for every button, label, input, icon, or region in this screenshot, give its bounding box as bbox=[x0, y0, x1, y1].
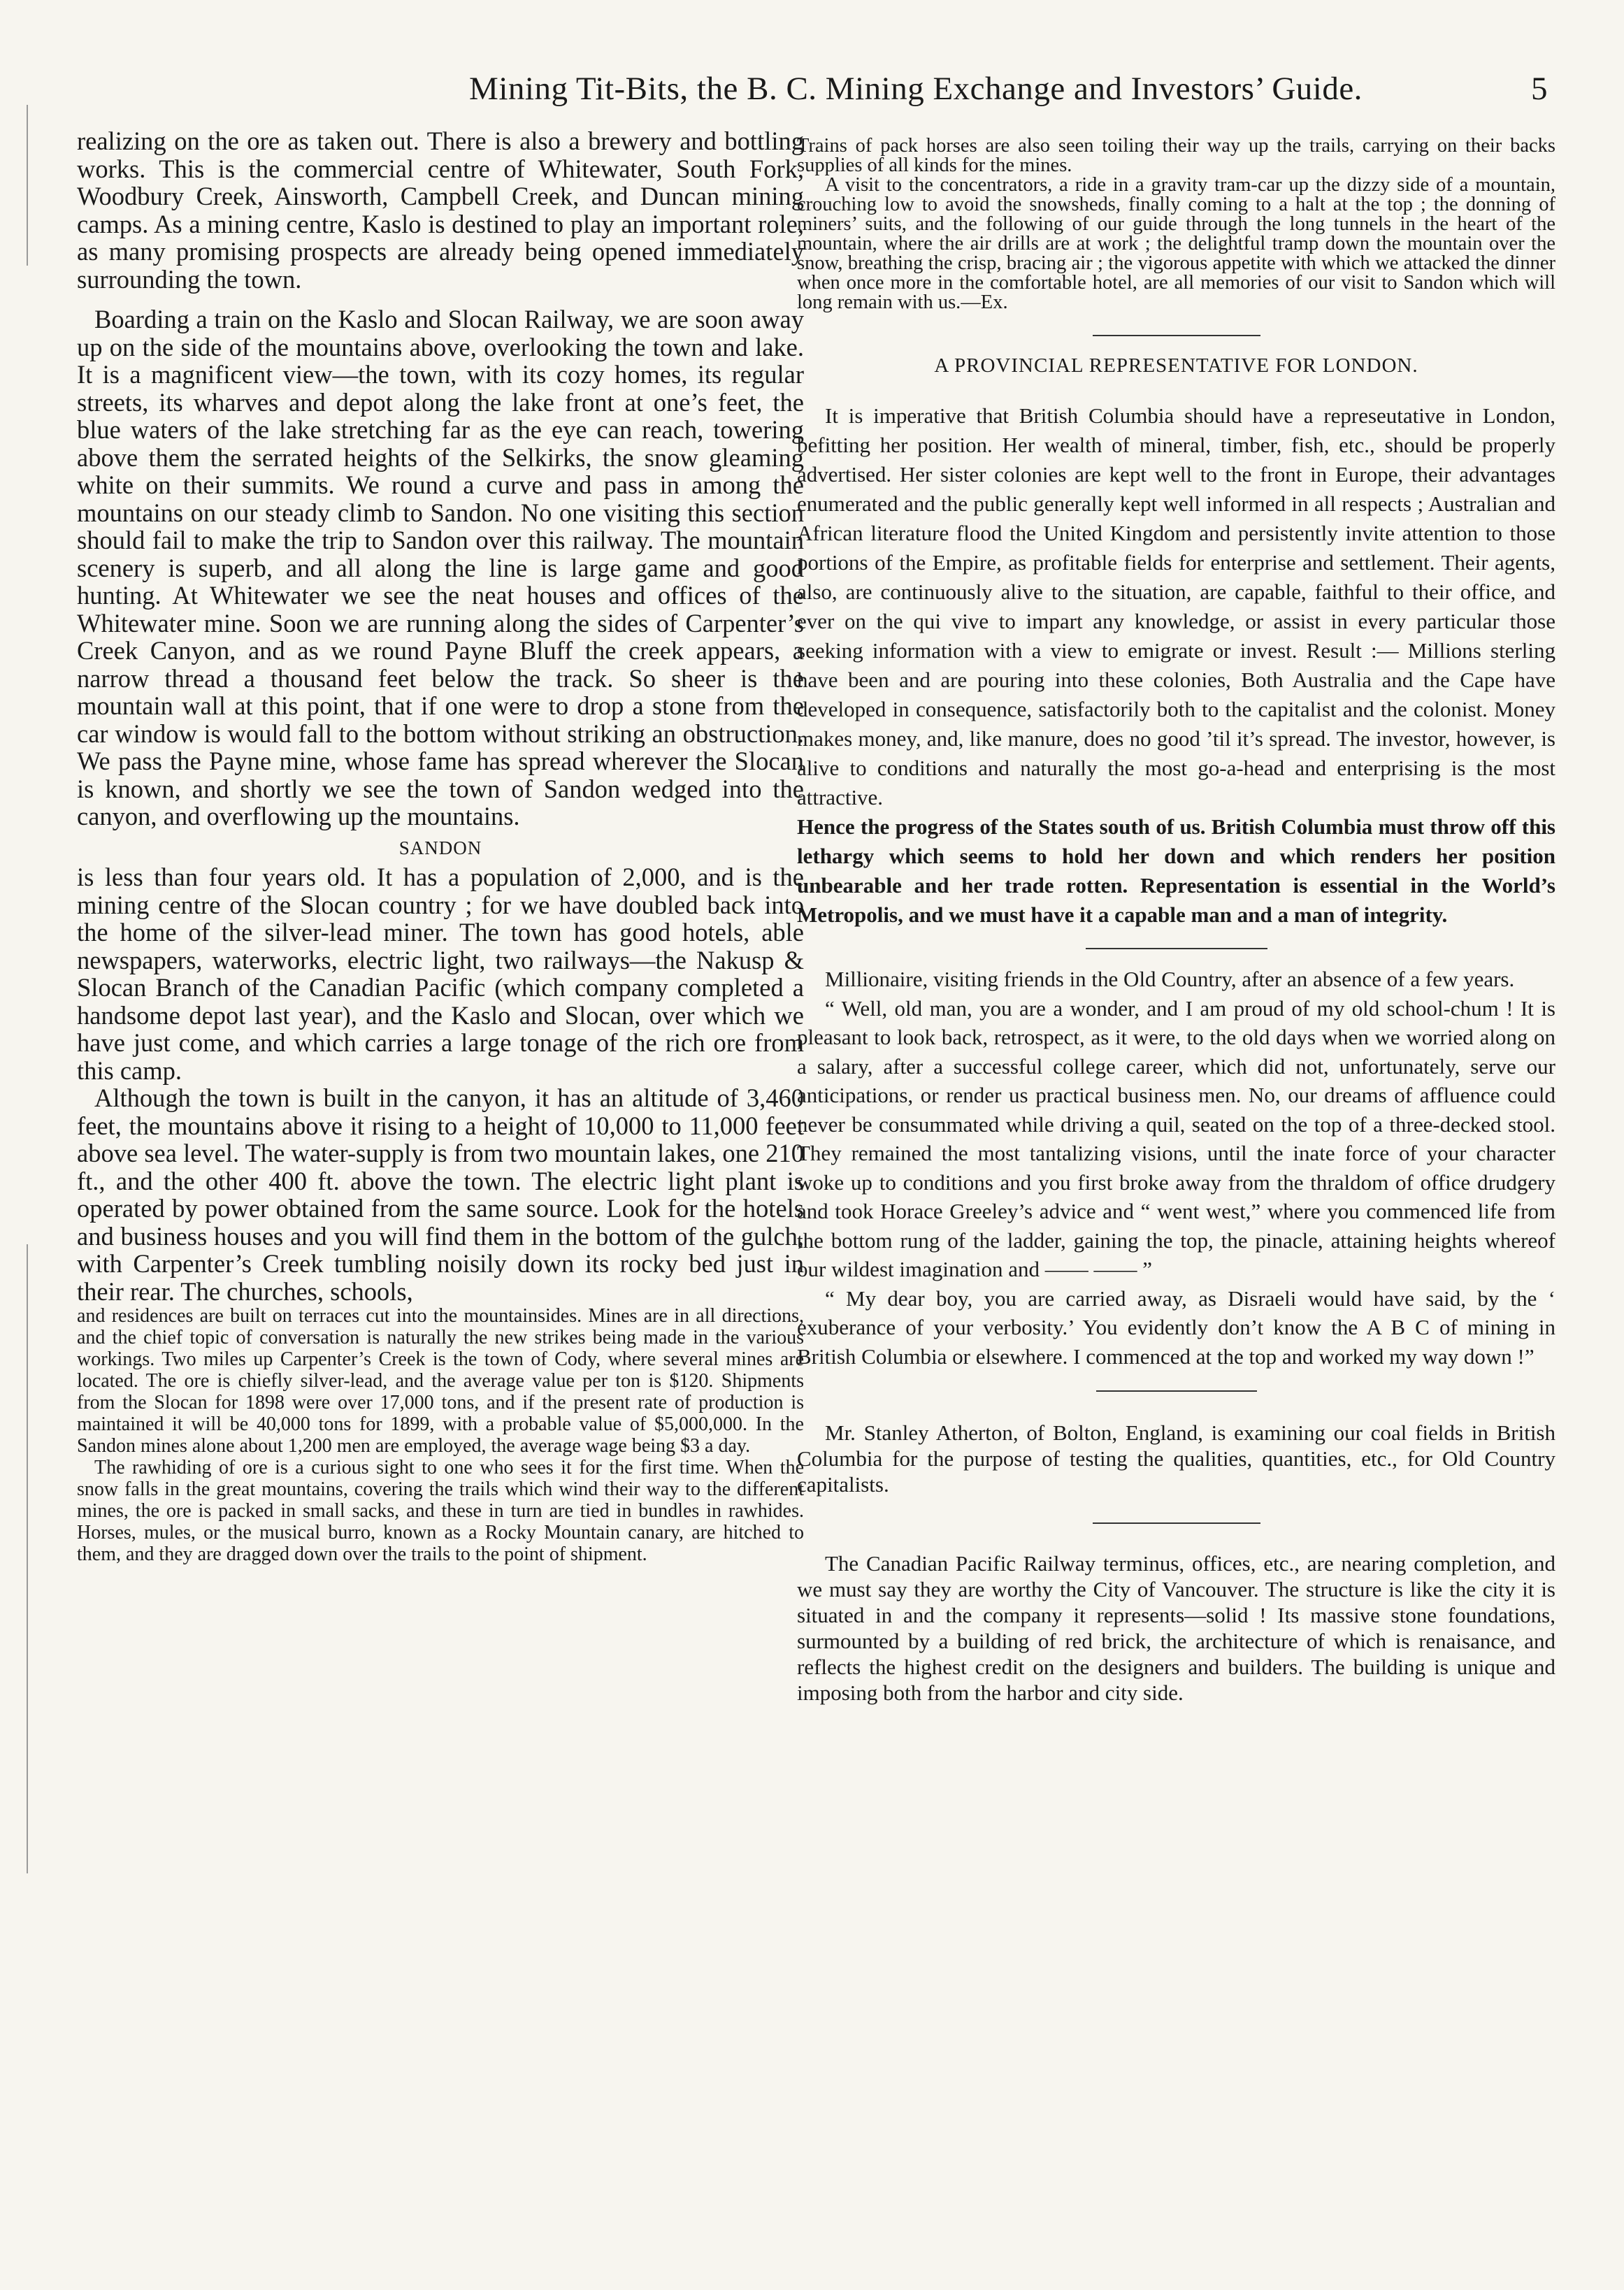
article-paragraph: “ My dear boy, you are carried away, as Disraeli would have said, by the ‘ exuberance of your verbosity.’ You evidently don’t know the A B C of mining in British Columbia or elsewhere. I commenced at the top and worked my way down !” bbox=[797, 1286, 1555, 1369]
article-paragraph: It is imperative that British Columbia should have a represeutative in London, befitting her position. Her wealth of mineral, timber, fish, etc., should be properly advertised. Her sister colonies are kept well to the front in Europe, their advantages enumerated and the public generally kept well informed in all respects ; Australian and African literature flood the United Kingdom and persistently invite attention to those portions of the Empire, as profitable fields for enterprise and settlement. Their agents, also, are continuously alive to the situation, are capable, faithful to their office, and ever on the qui vive to impart any knowledge, or assist in every particular those seeking information with a view to emigrate or invest. Result :— Millions sterling have been and are pouring into these colonies, Both Australia and the Cape have developed in consequence, satisfactorily both to the capitalist and the colonist. Money makes money, and, like manure, does no good ’til it’s spread. The investor, however, is alive to conditions and naturally the most go-a-head and enterprising is the most attractive. bbox=[797, 403, 1555, 809]
article-paragraph: Millionaire, visiting friends in the Old Country, after an absence of a few years. bbox=[825, 967, 1515, 991]
article-paragraph: A visit to the concentrators, a ride in a gravity tram-car up the dizzy side of a mountain, crouching low to avoid the snowsheds, finally coming to a halt at the top ; the donning of miners’ suits, and the following of our guide through the long tunnels in the heart of the mountain, where the air drills are at work ; the delightful tramp down the mountain over the snow, breathing the crisp, bracing air ; the vigorous appetite with which we attacked the dinner when once more in the comfortable hotel, are all memories of our visit to Sandon which will long remain with us.—Ex. bbox=[797, 174, 1555, 313]
margin-rule bbox=[27, 1244, 28, 1873]
divider bbox=[1086, 948, 1267, 949]
article-paragraph: realizing on the ore as taken out. There is also a brewery and bottling works. This is the commercial centre of Whitewater, South Fork, Woodbury Creek, Ainsworth, Campbell Creek, and Duncan mining camps. As a mining centre, Kaslo is destined to play an important role, as many promising prospects are already being opened immediately surrounding the town. bbox=[77, 127, 804, 294]
section-heading-sandon: SANDON bbox=[398, 837, 482, 858]
divider bbox=[1093, 335, 1260, 336]
article-paragraph-bold: Hence the progress of the States south of us. British Columbia must throw off this lethargy which seems to hold her down and which renders her position unbearable and her trade rotten. Representation is essential in the World’s Metropolis, and we must have it a capable man and a man of integrity. bbox=[797, 814, 1555, 927]
article-paragraph: Although the town is built in the canyon, it has an altitude of 3,460 feet, the mountains above it rising to a height of 10,000 to 11,000 feet above sea level. The water-supply is from two mountain lakes, one 210 ft., and the other 400 ft. above the town. The electric light plant is operated by power obtained from the same source. Look for the hotels and business houses and you will find them in the bottom of the gulch, with Carpenter’s Creek tumbling noisily down its rocky bed just in their rear. The churches, schools, bbox=[77, 1083, 804, 1306]
article-paragraph: is less than four years old. It has a population of 2,000, and is the mining centre of the Slocan country ; for we have doubled back into the home of the silver-lead miner. The town has good hotels, able newspapers, waterworks, electric light, two railways—the Nakusp & Slocan Branch of the Canadian Pacific (which company completed a handsome depot last year), and the Kaslo and Slocan, over which we have just come, and which carries a large tonage of the rich ore from this camp. bbox=[77, 863, 804, 1085]
section-heading-representative: A PROVINCIAL REPRESENTATIVE FOR LONDON. bbox=[934, 354, 1418, 377]
article-paragraph: Mr. Stanley Atherton, of Bolton, England, is examining our coal fields in British Columbia for the purpose of testing the qualities, quantities, etc., for Old Country capitalists. bbox=[797, 1420, 1555, 1497]
article-paragraph: The Canadian Pacific Railway terminus, offices, etc., are nearing completion, and we must say they are worthy the City of Vancouver. The structure is like the city it is situated in and the company it represents—solid ! Its massive stone foundations, surmounted by a building of red brick, the architecture of which is renaisance, and reflects the highest credit on the designers and builders. The building is unique and imposing both from the harbor and city side. bbox=[797, 1551, 1555, 1705]
right-column bbox=[797, 136, 1555, 1706]
article-paragraph: The rawhiding of ore is a curious sight to one who sees it for the first time. When the snow falls in the great mountains, covering the trails which wind their way to the different mines, the ore is packed in small sacks, and these in turn are tied in bundles in rawhides. Horses, mules, or the musical burro, known as a Rocky Mountain canary, are hitched to them, and they are dragged down over the trails to the point of shipment. bbox=[77, 1457, 804, 1565]
page-number: 5 bbox=[1531, 71, 1548, 107]
margin-rule bbox=[27, 105, 28, 266]
article-paragraph: Trains of pack horses are also seen toiling their way up the trails, carrying on their backs supplies of all kinds for the mines. bbox=[797, 135, 1555, 176]
article-paragraph: and residences are built on terraces cut into the mountainsides. Mines are in all directions, and the chief topic of conversation is naturally the new strikes being made in the various workings. Two miles up Carpenter’s Creek is the town of Cody, where several mines are located. The ore is chiefly silver-lead, and the average value per ton is $120. Shipments from the Slocan for 1898 were over 17,000 tons, and if the present rate of production is maintained it will be 40,000 tons for 1899, with a probable value of $5,000,000. In the Sandon mines alone about 1,200 men are employed, the average wage being $3 a day. bbox=[77, 1305, 804, 1457]
left-column bbox=[77, 127, 804, 1565]
running-header: Mining Tit-Bits, the B. C. Mining Exchange and Investors’ Guide. bbox=[469, 71, 1363, 107]
divider bbox=[1093, 1522, 1260, 1524]
article-paragraph: “ Well, old man, you are a wonder, and I am proud of my old school-chum ! It is pleasant to look back, retrospect, as it were, to the old days when we worried along on a salary, after a successful college career, which did not, unfortunately, serve our anticipations, or render us practical business men. No, our dreams of affluence could never be consummated while driving a quil, seated on the top of a three-decked stool. They remained the most tantalizing visions, until the inate force of your character woke up to conditions and you first broke away from the thraldom of office drudgery and took Horace Greeley’s advice and “ went west,” where you commenced life from the bottom rung of the ladder, gaining the top, the pinacle, attaining heights whereof our wildest imagination and —— —— ” bbox=[797, 995, 1555, 1281]
article-paragraph: Boarding a train on the Kaslo and Slocan Railway, we are soon away up on the side of the mountains above, overlooking the town and lake. It is a magnificent view—the town, with its cozy homes, its regular streets, its wharves and depot along the lake front at one’s feet, the blue waters of the lake stretching far as the eye can reach, towering above them the serrated heights of the Selkirks, the snow gleaming white on their summits. We round a curve and pass in among the mountains on our steady climb to Sandon. No one visiting this section should fail to make the trip to Sandon over this railway. The mountain scenery is superb, and all along the line is large game and good hunting. At Whitewater we see the neat houses and offices of the Whitewater mine. Soon we are running along the sides of Carpenter’s Creek Canyon, and as we round Payne Bluff the creek appears, a narrow thread a thousand feet below the track. So sheer is the mountain wall at this point, that if one were to drop a stone from the car window is would fall to the bottom without striking an obstruction. We pass the Payne mine, whose fame has spread wherever the Slocan is known, and shortly we see the town of Sandon wedged into the canyon, and overflowing up the mountains. bbox=[77, 305, 804, 830]
divider bbox=[1096, 1390, 1257, 1392]
